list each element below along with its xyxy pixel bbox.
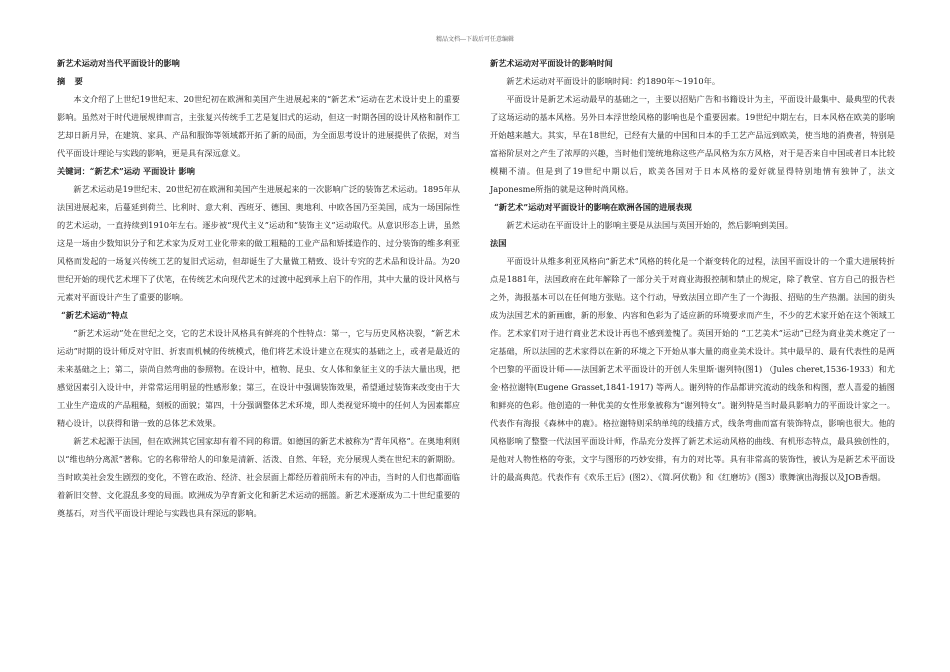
header-note: 精品文档---下载后可任意编辑 (435, 36, 515, 43)
section-heading: 法国 (490, 238, 507, 248)
section-heading: 关键词：“新艺术”运动 平面设计 影响 (57, 166, 195, 176)
paragraph: 本文介绍了上世纪19世纪末、20世纪初在欧洲和美国产生进展起来的“新艺术”运动在艺术设计史上的重要影响。虽然对于时代进展规律而言，主张复兴传统手工艺是复旧式的运动，但这一时期各国的设计风格和制作工艺却日新月异，在建筑、家具、产品和服饰等领域都开拓了新的局面，为全面思考设计的进展提供了依据，对当代平面设计理论与实践的影响，更是具有深远意义。 (57, 94, 460, 158)
paragraph: 新艺术运动是19世纪末、20世纪初在欧洲和美国产生进展起来的一次影响广泛的装饰艺术运动。1895年从法国进展起来，后蔓延到荷兰、比利时、意大利、西班牙、德国、奥地利、中欧各国乃至美国，成为一场国际性的艺术运动，一直持续到1910年左右。逐步被“现代主义”运动和“装饰主义”运动取代。从意识形态上讲，虽然这是一场由少数知识分子和艺术家为反对工业化带来的做工粗糙的工业产品和矫揉造作的、过分装饰的维多利亚风格而发起的一场复兴传统工艺的复旧式运动，但却诞生了大量做工精致、设计专究的艺术品和设计品。为20世纪开始的现代艺术埋下了伏笔，在传统艺术向现代艺术的过渡中起到承上启下的作用，其中大量的设计风格与元素对平面设计产生了重要的影响。 (57, 184, 460, 302)
paragraph: 新艺术运动对平面设计的影响时间：约1890年～1910年。 (506, 76, 721, 86)
section-heading: 新艺术运动对当代平面设计的影响 (57, 58, 180, 68)
left-column (57, 54, 460, 522)
paragraph: 平面设计从维多利亚风格向“新艺术”风格的转化是一个渐变转化的过程，法国平面设计的一个重大进展转折点是1881年，法国政府在此年解除了一部分关于对商业海报控制和禁止的规定，除了教堂、官方自己的报告栏之外，海报基本可以在任何地方张贴。这个行动，导致法国立即产生了一个海报、招贴的生产热潮。法国的街头成为法国艺术的新画廊，新的形象、内容和色彩为了适应新的环境要求而产生，不少的艺术家开始在这个领域工作。艺术家们对于进行商业艺术设计再也不感到羞愧了。英国开始的 “工艺美术”运动”已经为商业美术奠定了一定基础，所以法国的艺术家得以在新的环境之下开始从事大量的商业美术设计。其中最早的、最有代表性的是两个巴黎的平面设计师——法国新艺术平面设计的开创人朱里斯·谢列特(图1) （Jules cheret,1536-1933）和尤金·格拉谢特(Eugene Grasset,1841-1917) 等两人。谢列特的作品都讲究流动的线条和构图，惹人喜爱的插图和鲜亮的色彩。他创造的一种优美的女性形象被称为“谢列特女”。谢列特是当时最具影响力的平面设计家之一。代表作有海报《森林中的鹿》。格拉谢特则采纳单纯的线描方式，线条弯曲而富有装饰特点，影响也很大。他的风格影响了整整一代法国平面设计师，作品充分发挥了新艺术运动风格的曲线、有机形态特点，最具独创性的，是他对人物性格的夸张，文字与图形的巧妙安排，有力的对比等。具有非常高的装饰性，被认为是新艺术平面设计的最高典范。代表作有《欢乐王后》(图2）、《简.阿伏勒》和《红磨坊》(图3）歌舞演出海报以及JOB香烟。 (490, 256, 895, 482)
paragraph: “新艺术运动”处在世纪之交，它的艺术设计风格具有鲜亮的个性特点：第一，它与历史风格决裂，“新艺术运动”时期的设计师反对守旧、折衷而机械的传统模式，他们将艺术设计建立在现实的基础之上，或者是最近的未来基础之上；第二，崇尚自然弯曲的参照物。在设计中，植物、昆虫、女人体和象征主义的手法大量出现，把感觉因素引入设计中，并常常运用明显的性感形象；第三，在设计中强调装饰效果，希望通过装饰来改变由于大工业生产造成的产品粗糙，刻板的面貌；第四，十分强调整体艺术环境，即人类视觉环境中的任何人为因素都应精心设计，以获得和谐一致的总体艺术效果。 (57, 328, 460, 428)
paragraph: 平面设计是新艺术运动最早的基础之一，主要以招贴广告和书籍设计为主，平面设计最集中、最典型的代表了这场运动的基本风格。另外日本浮世绘风格的影响也是个重要因素。19世纪中期左右，日本风格在欧美的影响开始越来越大。其实，早在18世纪，已经有大量的中国和日本的手工艺产品远到欧美，使当地的消费者，特别是富裕阶层对之产生了浓厚的兴趣，当时他们笼统地称这些产品风格为东方风格，对于是否来自中国或者日本比较模糊不清。但是到了19世纪中期以后，欧美各国对于日本风格的爱好就显得特别地情有独钟了，法文Japonesme所指的就是这种时尚风格。 (490, 94, 895, 194)
section-heading: 摘 要 (57, 76, 87, 86)
paragraph: 新艺术起源于法国，但在欧洲其它国家却有着不同的称谓。如德国的新艺术被称为“青年风格”。在奥地利则以“维也纳分离派”著称。它的名称带给人的印象是清新、活泼、自然、年轻，充分展现人类在世纪末的新期盼。当时欧美社会发生剧烈的变化，不管在政治、经济、社会层面上都经历着前所未有的冲击，当时的人们也都面临着新旧交替、文化混乱多变的局面。欧洲成为孕育新文化和新艺术运动的摇篮。新艺术逐渐成为二十世纪重要的奠基石，对当代平面设计理论与实践也具有深远的影响。 (57, 436, 460, 518)
paragraph: 新艺术运动在平面设计上的影响主要是从法国与英国开始的，然后影响到美国。 (506, 220, 793, 230)
section-heading: 新艺术运动对平面设计的影响时间 (490, 58, 613, 68)
section-heading: “新艺术运动”特点 (61, 310, 128, 320)
section-heading: “新艺术”运动对平面设计的影响在欧洲各国的进展表现 (494, 202, 692, 212)
right-column (490, 54, 895, 486)
